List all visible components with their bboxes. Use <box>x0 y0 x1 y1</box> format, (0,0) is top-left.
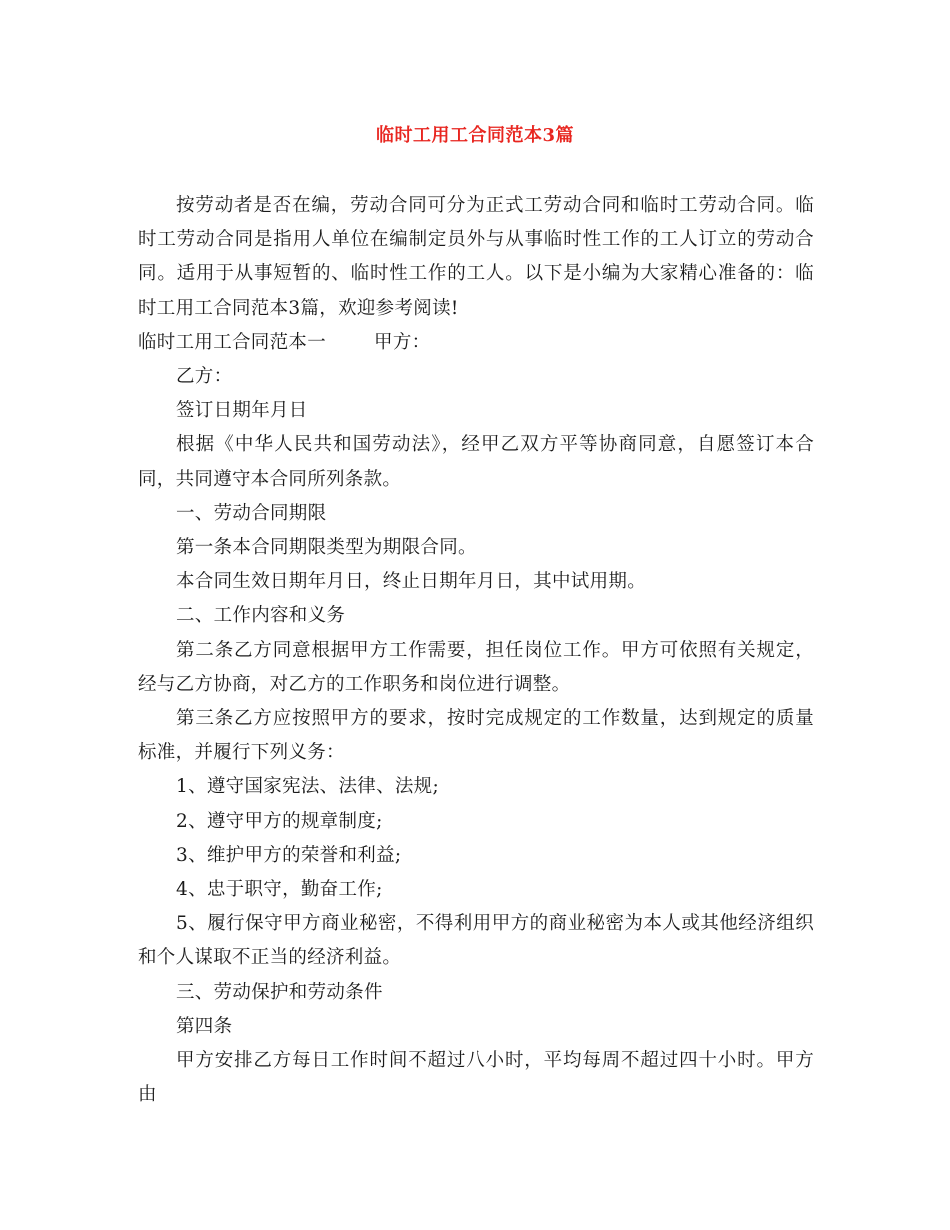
chapter-heading-1: 一、劳动合同期限 <box>176 502 327 524</box>
document-body <box>138 189 814 1112</box>
intro-paragraph: 按劳动者是否在编，劳动合同可分为正式工劳动合同和临时工劳动合同。临时工劳动合同是指用人单位在编制定员外与从事临时性工作的工人订立的劳动合同。适用于从事短暂的、临时性工作的工人。以下是小编为大家精心准备的：临时工用工合同范本3篇，欢迎参考阅读! <box>138 195 814 319</box>
chapter-heading-2: 二、工作内容和义务 <box>176 605 346 627</box>
section-title: 临时工用工合同范本一 <box>138 331 327 353</box>
duty-item: 2、遵守甲方的规章制度; <box>176 810 383 832</box>
duty-item: 4、忠于职守，勤奋工作; <box>176 879 383 901</box>
article-3: 第三条乙方应按照甲方的要求，按时完成规定的工作数量，达到规定的质量标准，并履行下列义务： <box>138 708 814 764</box>
section-heading-line <box>138 326 814 360</box>
chapter-heading-3: 三、劳动保护和劳动条件 <box>176 981 383 1003</box>
sign-date: 签订日期年月日 <box>176 400 308 422</box>
preamble-paragraph: 根据《中华人民共和国劳动法》，经甲乙双方平等协商同意，自愿签订本合同，共同遵守本合同所列条款。 <box>138 434 814 490</box>
duty-item: 3、维护甲方的荣誉和利益; <box>176 844 402 866</box>
party-a-label: 甲方： <box>374 331 431 353</box>
article-2: 第二条乙方同意根据甲方工作需要，担任岗位工作。甲方可依照有关规定，经与乙方协商，对乙方的工作职务和岗位进行调整。 <box>138 639 814 695</box>
article-4-heading: 第四条 <box>176 1015 233 1037</box>
party-b-label: 乙方： <box>176 366 233 388</box>
article-1-term: 本合同生效日期年月日，终止日期年月日，其中试用期。 <box>176 571 647 593</box>
document-title: 临时工用工合同范本3篇 <box>375 125 575 146</box>
article-4-text: 甲方安排乙方每日工作时间不超过八小时，平均每周不超过四十小时。甲方由 <box>138 1050 814 1106</box>
duty-item: 5、履行保守甲方商业秘密，不得利用甲方的商业秘密为本人或其他经济组织和个人谋取不正当的经济利益。 <box>138 913 814 969</box>
article-1: 第一条本合同期限类型为期限合同。 <box>176 537 477 559</box>
duty-item: 1、遵守国家宪法、法律、法规; <box>176 776 440 798</box>
